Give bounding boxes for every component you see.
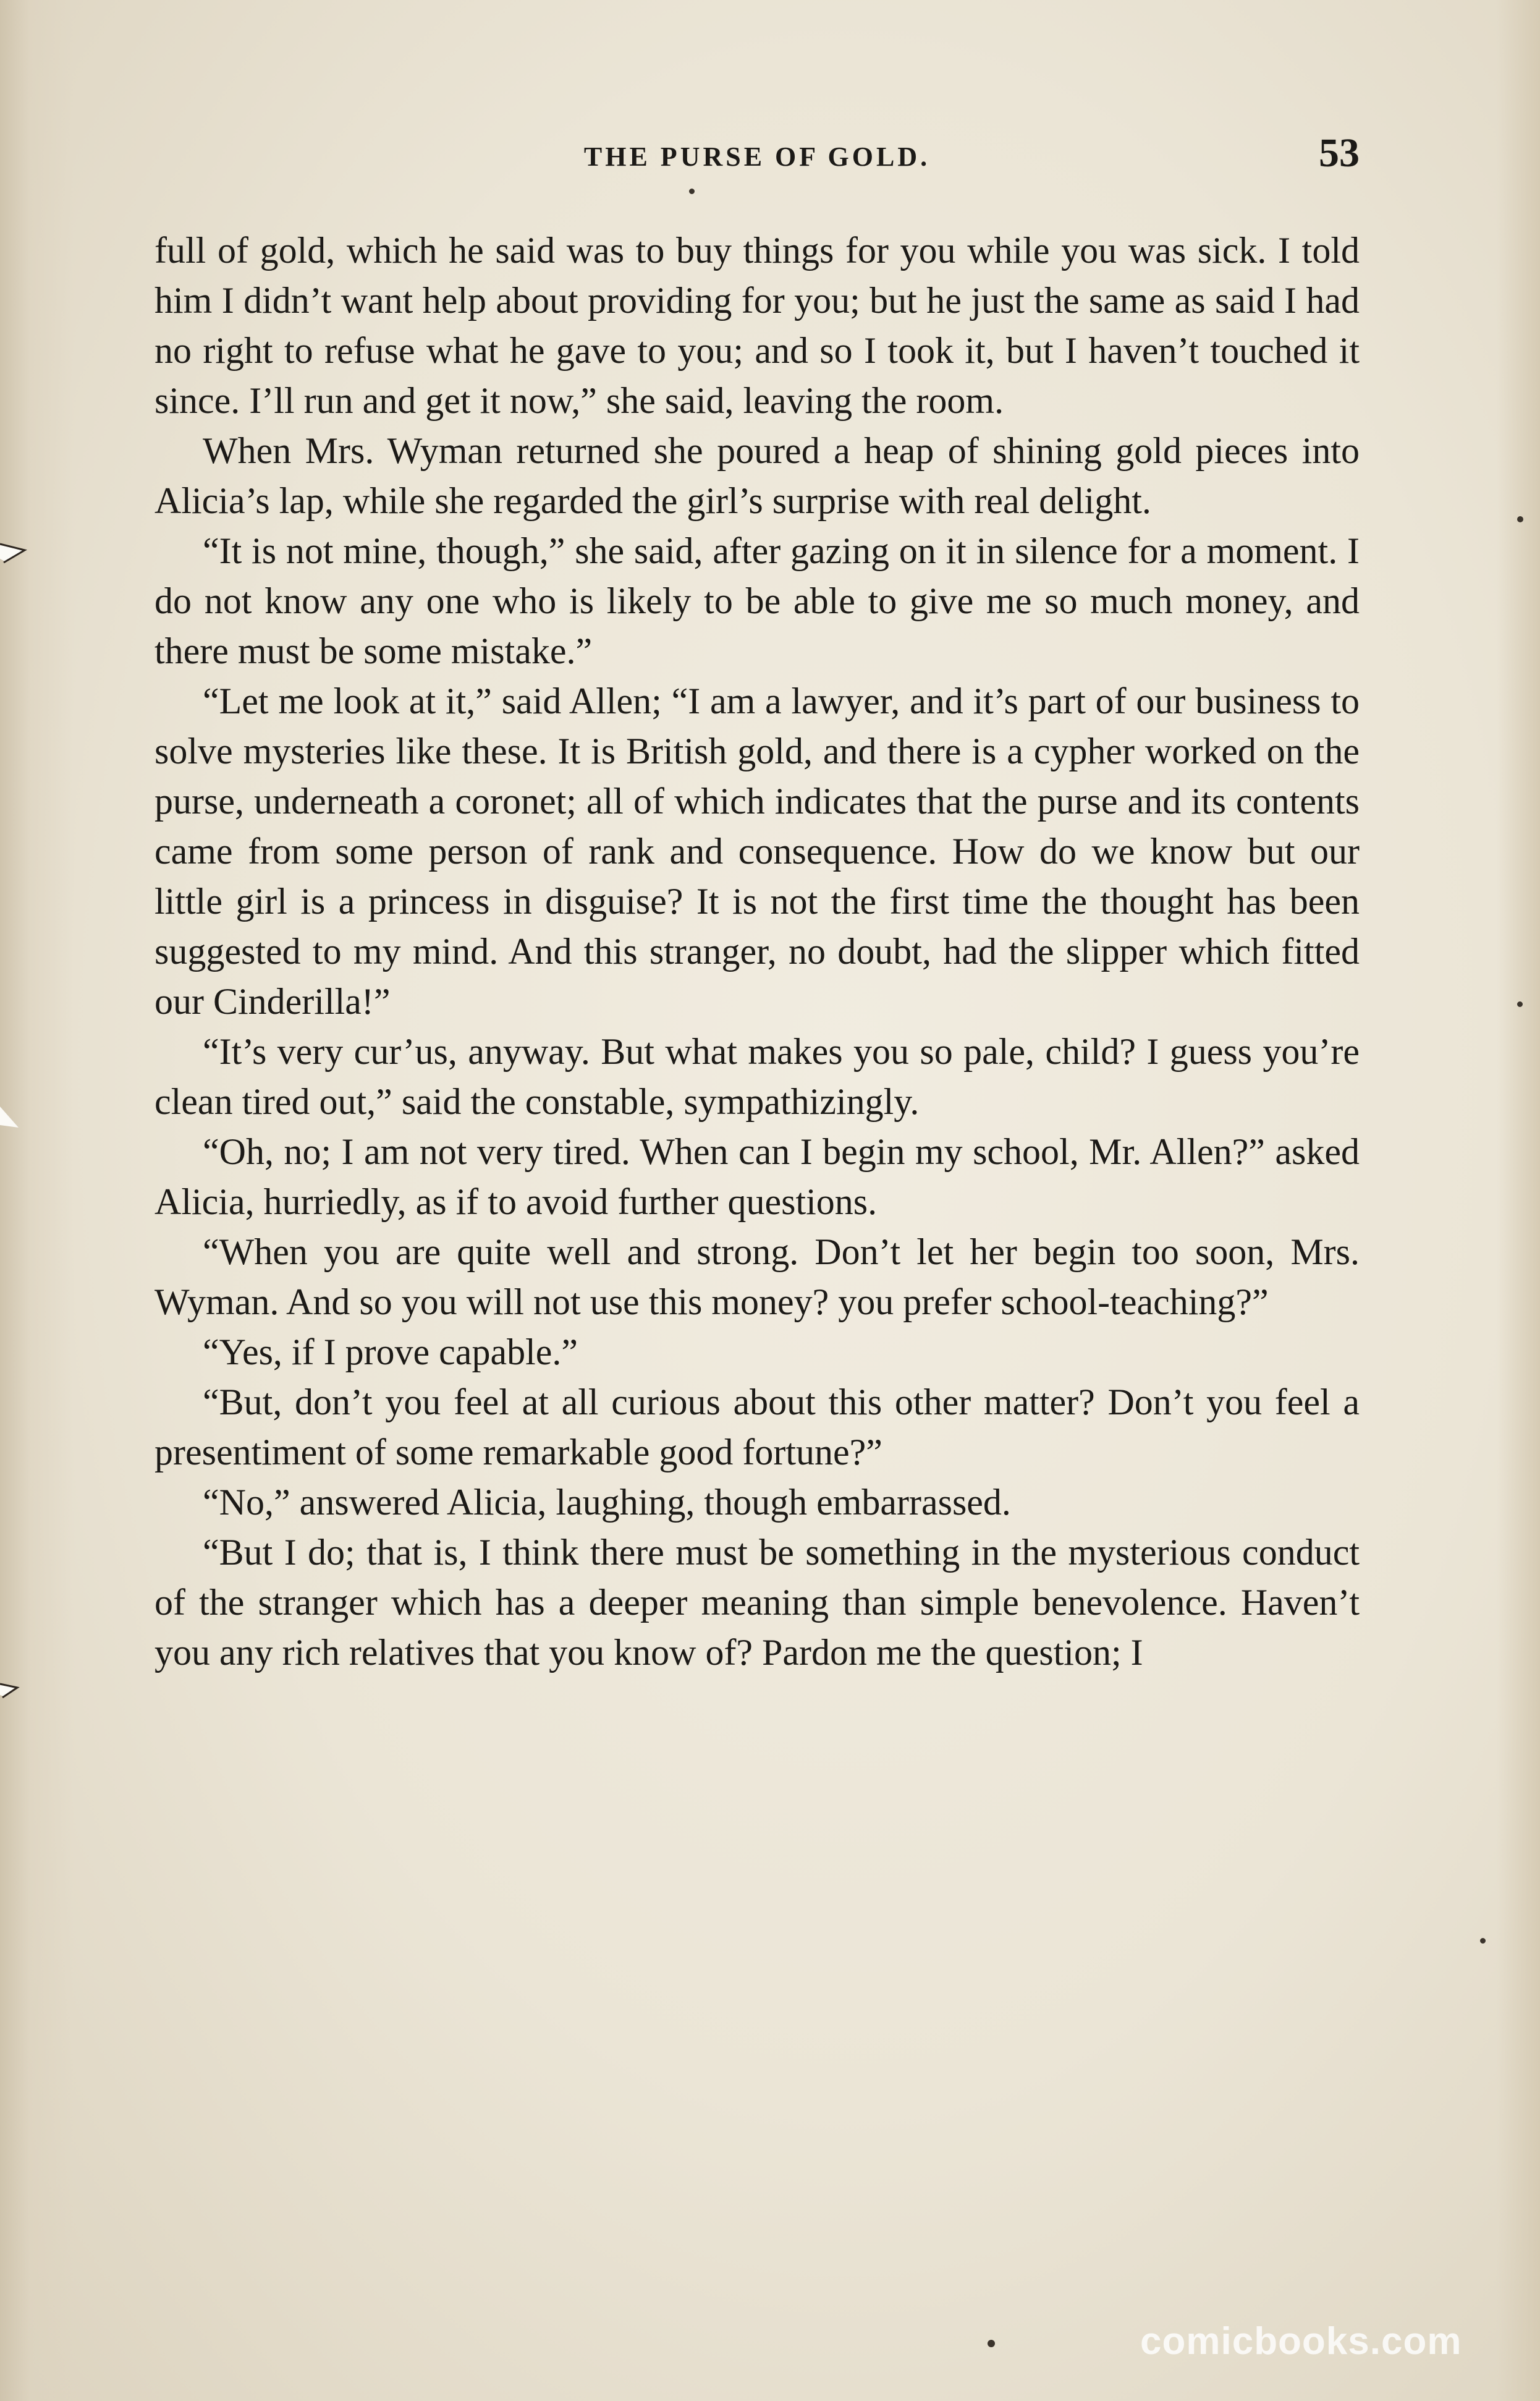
ink-speck xyxy=(988,2340,995,2347)
page-number: 53 xyxy=(1319,130,1360,176)
paragraph: “But, don’t you feel at all curious about this other matter? Don’t you feel a presentiment of some remarkable good fortune?” xyxy=(154,1382,1360,1472)
paragraph: “When you are quite well and strong. Don’t let her begin too soon, Mrs. Wyman. And so you will not use this money? you prefer school-teaching?” xyxy=(154,1231,1360,1322)
page-left-shadow xyxy=(0,0,74,2401)
page-right-shadow xyxy=(1497,0,1540,2401)
ink-speck xyxy=(689,189,695,194)
ink-speck xyxy=(1480,1938,1486,1944)
ink-speck xyxy=(1517,1001,1523,1007)
page-tear-mark xyxy=(0,532,43,575)
ink-speck xyxy=(1517,516,1523,522)
paragraph: “It is not mine, though,” she said, after gazing on it in silence for a moment. I do not know any one who is likely to be able to give me so much money, and there must be some mistake.” xyxy=(154,530,1360,671)
body-text xyxy=(154,226,1360,1678)
watermark: comicbooks.com xyxy=(1140,2320,1462,2363)
paragraph: “It’s very cur’us, anyway. But what makes you so pale, child? I guess you’re clean tired out,” said the constable, sympathizingly. xyxy=(154,1031,1360,1122)
paragraph: “Yes, if I prove capable.” xyxy=(203,1332,578,1372)
paragraph: “Let me look at it,” said Allen; “I am a lawyer, and it’s part of our business to solve mysteries like these. It is British gold, and there is a cypher worked on the purse, underneath a coronet; all of which indicates that the purse and its contents came from some person of rank and consequence. How do we know but our little girl is a princess in disguise? It is not the first time the thought has been suggested to my mind. And this stranger, no doubt, had the slipper which fitted our Cinderilla!” xyxy=(154,681,1360,1022)
paragraph: When Mrs. Wyman returned she poured a heap of shining gold pieces into Alicia’s lap, while she regarded the girl’s surprise with real delight. xyxy=(154,430,1360,521)
paragraph: “No,” answered Alicia, laughing, though embarrassed. xyxy=(203,1482,1011,1523)
paragraph: full of gold, which he said was to buy things for you while you was sick. I told him I didn’t want help about providing for you; but he just the same as said I had no right to refuse what he gave to you; and so I took it, but I haven’t touched it since. I’ll run and get it now,” she said, leaving the room. xyxy=(154,230,1360,421)
paragraph: “Oh, no; I am not very tired. When can I begin my school, Mr. Allen?” asked Alicia, hurriedly, as if to avoid further questions. xyxy=(154,1131,1360,1222)
page-tear-mark xyxy=(0,1100,43,1144)
paragraph: “But I do; that is, I think there must be something in the mysterious conduct of the stranger which has a deeper meaning than simple benevolence. Haven’t you any rich relatives that you know of? Pardon me the question; I xyxy=(154,1532,1360,1673)
page-tear-mark xyxy=(0,1669,43,1712)
page-header xyxy=(154,130,1360,185)
running-head: THE PURSE OF GOLD. xyxy=(583,142,931,172)
